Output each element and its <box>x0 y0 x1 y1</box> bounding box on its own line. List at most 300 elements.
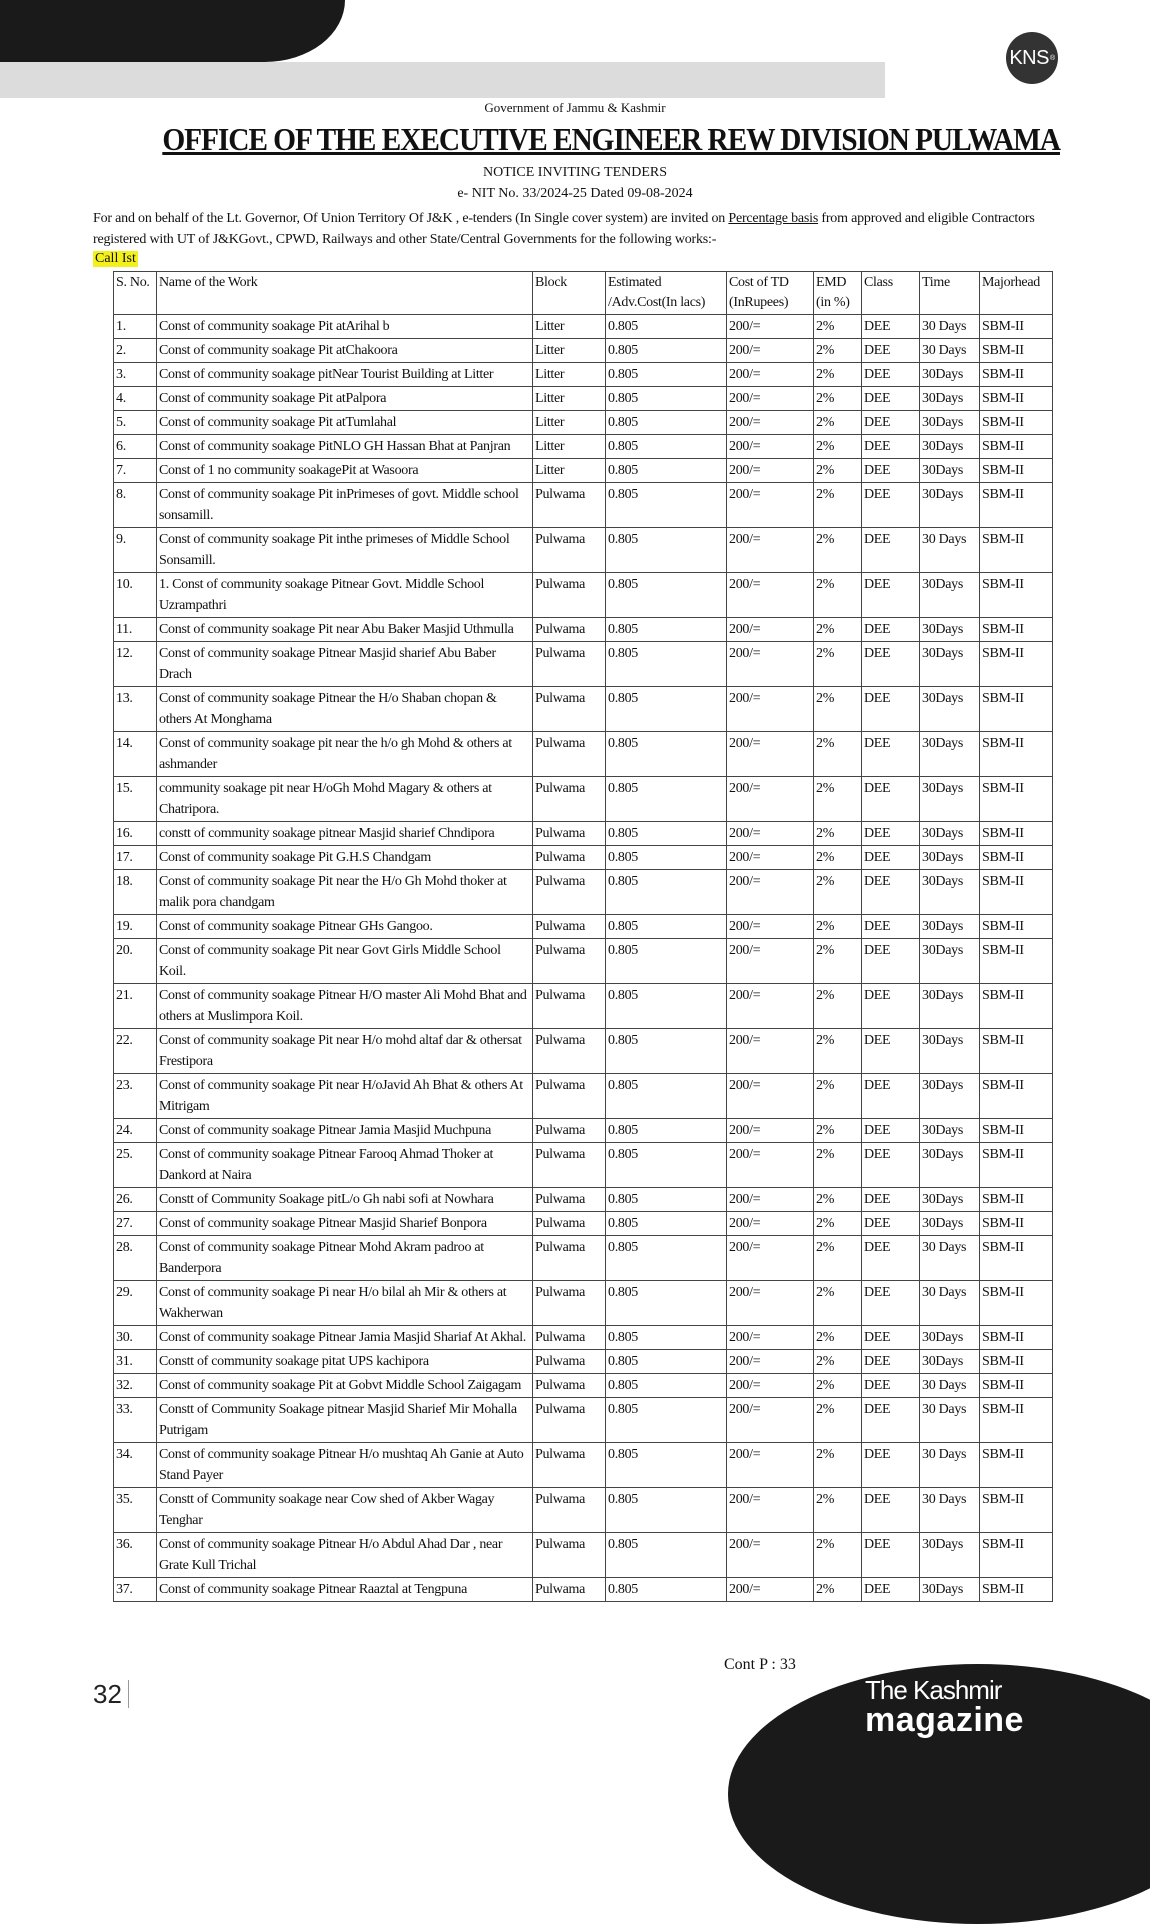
row-estimated-cost: 0.805 <box>606 339 727 363</box>
row-class: DEE <box>862 1236 920 1281</box>
row-majorhead: SBM-II <box>980 1398 1053 1443</box>
row-estimated-cost: 0.805 <box>606 1398 727 1443</box>
row-estimated-cost: 0.805 <box>606 1188 727 1212</box>
row-class: DEE <box>862 1398 920 1443</box>
row-sno: 28. <box>114 1236 157 1281</box>
row-cost-of-td: 200/= <box>727 642 814 687</box>
row-time: 30Days <box>920 363 980 387</box>
row-time: 30Days <box>920 387 980 411</box>
row-name: Constt of Community Soakage pitL/o Gh nabi sofi at Nowhara <box>157 1188 533 1212</box>
percentage-basis: Percentage basis <box>728 211 819 226</box>
row-majorhead: SBM-II <box>980 1443 1053 1488</box>
brand-top: The Kashmir <box>865 1675 1002 1705</box>
row-sno: 26. <box>114 1188 157 1212</box>
row-name: Const of community soakage Pi near H/o bilal ah Mir & others at Wakherwan <box>157 1281 533 1326</box>
row-emd: 2% <box>814 483 862 528</box>
row-name: Const of community soakage PitNLO GH Hassan Bhat at Panjran <box>157 435 533 459</box>
row-emd: 2% <box>814 777 862 822</box>
row-emd: 2% <box>814 1281 862 1326</box>
row-time: 30 Days <box>920 1236 980 1281</box>
header-emd: EMD (in %) <box>814 272 862 315</box>
row-cost-of-td: 200/= <box>727 483 814 528</box>
row-sno: 29. <box>114 1281 157 1326</box>
row-name: Const of community soakage Pit atPalpora <box>157 387 533 411</box>
row-emd: 2% <box>814 1533 862 1578</box>
row-class: DEE <box>862 1281 920 1326</box>
row-majorhead: SBM-II <box>980 1143 1053 1188</box>
row-emd: 2% <box>814 1119 862 1143</box>
header-block: Block <box>533 272 606 315</box>
row-emd: 2% <box>814 822 862 846</box>
row-sno: 19. <box>114 915 157 939</box>
row-class: DEE <box>862 618 920 642</box>
row-block: Pulwama <box>533 1143 606 1188</box>
row-cost-of-td: 200/= <box>727 459 814 483</box>
row-class: DEE <box>862 339 920 363</box>
row-name: Const of community soakage Pitnear Mohd Akram padroo at Banderpora <box>157 1236 533 1281</box>
row-block: Pulwama <box>533 1533 606 1578</box>
row-estimated-cost: 0.805 <box>606 459 727 483</box>
row-emd: 2% <box>814 411 862 435</box>
row-emd: 2% <box>814 1488 862 1533</box>
row-class: DEE <box>862 1374 920 1398</box>
row-block: Litter <box>533 411 606 435</box>
row-block: Pulwama <box>533 642 606 687</box>
row-sno: 7. <box>114 459 157 483</box>
row-sno: 12. <box>114 642 157 687</box>
row-time: 30Days <box>920 846 980 870</box>
header-name: Name of the Work <box>157 272 533 315</box>
row-estimated-cost: 0.805 <box>606 435 727 459</box>
row-emd: 2% <box>814 1443 862 1488</box>
row-time: 30 Days <box>920 1374 980 1398</box>
row-class: DEE <box>862 528 920 573</box>
row-emd: 2% <box>814 1578 862 1602</box>
table-row <box>114 528 1053 573</box>
row-name: constt of community soakage pitnear Masjid sharief Chndipora <box>157 822 533 846</box>
row-emd: 2% <box>814 642 862 687</box>
row-estimated-cost: 0.805 <box>606 1443 727 1488</box>
row-time: 30Days <box>920 483 980 528</box>
table-row <box>114 1029 1053 1074</box>
row-emd: 2% <box>814 1350 862 1374</box>
row-class: DEE <box>862 483 920 528</box>
header-class: Class <box>862 272 920 315</box>
row-time: 30Days <box>920 732 980 777</box>
row-class: DEE <box>862 1443 920 1488</box>
works-table <box>113 271 1053 1602</box>
row-block: Pulwama <box>533 1074 606 1119</box>
table-row <box>114 915 1053 939</box>
row-sno: 36. <box>114 1533 157 1578</box>
table-row <box>114 984 1053 1029</box>
row-estimated-cost: 0.805 <box>606 732 727 777</box>
row-name: community soakage pit near H/oGh Mohd Magary & others at Chatripora. <box>157 777 533 822</box>
table-row <box>114 1488 1053 1533</box>
office-title: OFFICE OF THE EXECUTIVE ENGINEER REW DIVISION PULWAMA <box>162 121 1060 157</box>
row-cost-of-td: 200/= <box>727 363 814 387</box>
header-grey-bar <box>0 62 885 98</box>
row-sno: 14. <box>114 732 157 777</box>
table-row <box>114 1143 1053 1188</box>
row-majorhead: SBM-II <box>980 339 1053 363</box>
table-row <box>114 642 1053 687</box>
row-sno: 37. <box>114 1578 157 1602</box>
government-line: Government of Jammu & Kashmir <box>484 100 666 115</box>
row-cost-of-td: 200/= <box>727 315 814 339</box>
row-name: Const of community soakage Pitnear Jamia Masjid Shariaf At Akhal. <box>157 1326 533 1350</box>
row-sno: 10. <box>114 573 157 618</box>
row-majorhead: SBM-II <box>980 1119 1053 1143</box>
row-class: DEE <box>862 642 920 687</box>
row-estimated-cost: 0.805 <box>606 846 727 870</box>
row-time: 30 Days <box>920 528 980 573</box>
row-cost-of-td: 200/= <box>727 528 814 573</box>
table-row <box>114 315 1053 339</box>
row-majorhead: SBM-II <box>980 822 1053 846</box>
row-estimated-cost: 0.805 <box>606 1029 727 1074</box>
row-time: 30Days <box>920 777 980 822</box>
row-emd: 2% <box>814 984 862 1029</box>
row-emd: 2% <box>814 687 862 732</box>
row-class: DEE <box>862 1578 920 1602</box>
row-name: Const of community soakage Pit near Abu Baker Masjid Uthmulla <box>157 618 533 642</box>
row-estimated-cost: 0.805 <box>606 642 727 687</box>
row-sno: 11. <box>114 618 157 642</box>
row-emd: 2% <box>814 459 862 483</box>
row-estimated-cost: 0.805 <box>606 1350 727 1374</box>
row-block: Litter <box>533 339 606 363</box>
row-cost-of-td: 200/= <box>727 1143 814 1188</box>
row-emd: 2% <box>814 618 862 642</box>
row-sno: 16. <box>114 822 157 846</box>
row-time: 30Days <box>920 939 980 984</box>
row-block: Pulwama <box>533 984 606 1029</box>
row-majorhead: SBM-II <box>980 363 1053 387</box>
row-majorhead: SBM-II <box>980 939 1053 984</box>
row-class: DEE <box>862 1119 920 1143</box>
row-majorhead: SBM-II <box>980 915 1053 939</box>
row-cost-of-td: 200/= <box>727 984 814 1029</box>
intro-paragraph: For and on behalf of the Lt. Governor, Of Union Territory Of J&K , e-tenders (In Single cover system) are invited on Percentage basis from approved and eligible Contractors registered with UT of J&KGovt., CPWD, Railways and other State/Central Governments for the following works:- <box>93 211 1035 247</box>
row-emd: 2% <box>814 339 862 363</box>
row-name: Const of community soakage Pit atChakoora <box>157 339 533 363</box>
row-majorhead: SBM-II <box>980 1212 1053 1236</box>
row-block: Litter <box>533 435 606 459</box>
row-majorhead: SBM-II <box>980 411 1053 435</box>
row-cost-of-td: 200/= <box>727 411 814 435</box>
row-cost-of-td: 200/= <box>727 939 814 984</box>
row-time: 30Days <box>920 687 980 732</box>
table-row <box>114 1281 1053 1326</box>
row-block: Litter <box>533 387 606 411</box>
row-emd: 2% <box>814 1029 862 1074</box>
row-block: Pulwama <box>533 1350 606 1374</box>
row-class: DEE <box>862 459 920 483</box>
row-majorhead: SBM-II <box>980 687 1053 732</box>
row-block: Pulwama <box>533 732 606 777</box>
row-estimated-cost: 0.805 <box>606 687 727 732</box>
table-row <box>114 870 1053 915</box>
row-class: DEE <box>862 1326 920 1350</box>
table-row <box>114 1212 1053 1236</box>
table-row <box>114 1119 1053 1143</box>
row-name: Constt of Community Soakage pitnear Masjid Sharief Mir Mohalla Putrigam <box>157 1398 533 1443</box>
row-sno: 27. <box>114 1212 157 1236</box>
row-estimated-cost: 0.805 <box>606 1281 727 1326</box>
header-cost-of-td: Cost of TD (InRupees) <box>727 272 814 315</box>
row-cost-of-td: 200/= <box>727 1236 814 1281</box>
row-estimated-cost: 0.805 <box>606 411 727 435</box>
row-majorhead: SBM-II <box>980 732 1053 777</box>
row-block: Pulwama <box>533 1029 606 1074</box>
row-time: 30Days <box>920 642 980 687</box>
row-emd: 2% <box>814 870 862 915</box>
row-cost-of-td: 200/= <box>727 1578 814 1602</box>
row-majorhead: SBM-II <box>980 1326 1053 1350</box>
row-name: Const of community soakage Pit inPrimeses of govt. Middle school sonsamill. <box>157 483 533 528</box>
row-emd: 2% <box>814 1326 862 1350</box>
corner-decoration <box>0 0 345 62</box>
row-estimated-cost: 0.805 <box>606 1119 727 1143</box>
row-time: 30Days <box>920 1326 980 1350</box>
row-time: 30Days <box>920 870 980 915</box>
row-name: Const of community soakage Pitnear GHs Gangoo. <box>157 915 533 939</box>
row-estimated-cost: 0.805 <box>606 573 727 618</box>
row-name: Const of community soakage Pitnear Farooq Ahmad Thoker at Dankord at Naira <box>157 1143 533 1188</box>
row-class: DEE <box>862 315 920 339</box>
row-name: Const of community soakage Pit near H/oJavid Ah Bhat & others At Mitrigam <box>157 1074 533 1119</box>
row-time: 30Days <box>920 1074 980 1119</box>
row-class: DEE <box>862 984 920 1029</box>
row-cost-of-td: 200/= <box>727 732 814 777</box>
row-time: 30Days <box>920 1188 980 1212</box>
row-class: DEE <box>862 732 920 777</box>
row-sno: 31. <box>114 1350 157 1374</box>
table-row <box>114 1236 1053 1281</box>
row-block: Pulwama <box>533 1326 606 1350</box>
row-block: Pulwama <box>533 939 606 984</box>
row-class: DEE <box>862 915 920 939</box>
row-cost-of-td: 200/= <box>727 1281 814 1326</box>
table-row <box>114 1374 1053 1398</box>
row-class: DEE <box>862 363 920 387</box>
row-time: 30Days <box>920 1533 980 1578</box>
table-header-row <box>114 272 1053 315</box>
row-emd: 2% <box>814 1398 862 1443</box>
table-row <box>114 939 1053 984</box>
table-row <box>114 1188 1053 1212</box>
row-name: Const of community soakage Pitnear H/o Abdul Ahad Dar , near Grate Kull Trichal <box>157 1533 533 1578</box>
row-class: DEE <box>862 573 920 618</box>
row-time: 30Days <box>920 459 980 483</box>
row-majorhead: SBM-II <box>980 1029 1053 1074</box>
row-estimated-cost: 0.805 <box>606 1488 727 1533</box>
row-time: 30Days <box>920 915 980 939</box>
row-name: Const of community soakage Pit near the H/o Gh Mohd thoker at malik pora chandgam <box>157 870 533 915</box>
row-time: 30Days <box>920 1578 980 1602</box>
notice-heading: NOTICE INVITING TENDERS <box>482 165 668 180</box>
row-sno: 18. <box>114 870 157 915</box>
row-block: Pulwama <box>533 870 606 915</box>
header-majorhead: Majorhead <box>980 272 1053 315</box>
row-time: 30Days <box>920 573 980 618</box>
table-row <box>114 411 1053 435</box>
row-sno: 8. <box>114 483 157 528</box>
row-estimated-cost: 0.805 <box>606 1074 727 1119</box>
row-emd: 2% <box>814 1188 862 1212</box>
row-cost-of-td: 200/= <box>727 1374 814 1398</box>
row-time: 30Days <box>920 435 980 459</box>
row-class: DEE <box>862 1188 920 1212</box>
row-block: Pulwama <box>533 1236 606 1281</box>
row-block: Pulwama <box>533 618 606 642</box>
header-time: Time <box>920 272 980 315</box>
row-estimated-cost: 0.805 <box>606 1578 727 1602</box>
row-class: DEE <box>862 870 920 915</box>
row-majorhead: SBM-II <box>980 777 1053 822</box>
row-name: Const of community soakage Pitnear Raaztal at Tengpuna <box>157 1578 533 1602</box>
row-name: Const of 1 no community soakagePit at Wasoora <box>157 459 533 483</box>
row-cost-of-td: 200/= <box>727 435 814 459</box>
row-majorhead: SBM-II <box>980 984 1053 1029</box>
row-name: Constt of community soakage pitat UPS kachipora <box>157 1350 533 1374</box>
row-cost-of-td: 200/= <box>727 1533 814 1578</box>
row-cost-of-td: 200/= <box>727 1350 814 1374</box>
row-block: Pulwama <box>533 1488 606 1533</box>
row-cost-of-td: 200/= <box>727 387 814 411</box>
row-cost-of-td: 200/= <box>727 618 814 642</box>
row-class: DEE <box>862 1488 920 1533</box>
row-class: DEE <box>862 687 920 732</box>
row-block: Pulwama <box>533 687 606 732</box>
row-sno: 4. <box>114 387 157 411</box>
row-cost-of-td: 200/= <box>727 1326 814 1350</box>
row-name: Const of community soakage Pit near Govt Girls Middle School Koil. <box>157 939 533 984</box>
nit-number: e- NIT No. 33/2024-25 Dated 09-08-2024 <box>457 186 693 201</box>
row-majorhead: SBM-II <box>980 387 1053 411</box>
row-name: Const of community soakage Pit near H/o mohd altaf dar & othersat Frestipora <box>157 1029 533 1074</box>
row-name: Const of community soakage Pit atArihal b <box>157 315 533 339</box>
row-class: DEE <box>862 1533 920 1578</box>
row-sno: 13. <box>114 687 157 732</box>
row-emd: 2% <box>814 1212 862 1236</box>
row-sno: 17. <box>114 846 157 870</box>
row-time: 30 Days <box>920 1488 980 1533</box>
row-class: DEE <box>862 939 920 984</box>
row-emd: 2% <box>814 846 862 870</box>
row-time: 30Days <box>920 1119 980 1143</box>
row-emd: 2% <box>814 939 862 984</box>
row-majorhead: SBM-II <box>980 870 1053 915</box>
row-cost-of-td: 200/= <box>727 777 814 822</box>
row-block: Pulwama <box>533 1443 606 1488</box>
row-emd: 2% <box>814 528 862 573</box>
row-class: DEE <box>862 777 920 822</box>
table-row <box>114 732 1053 777</box>
row-emd: 2% <box>814 1374 862 1398</box>
table-row <box>114 387 1053 411</box>
row-time: 30Days <box>920 1212 980 1236</box>
row-name: Const of community soakage Pitnear Jamia Masjid Muchpuna <box>157 1119 533 1143</box>
row-sno: 24. <box>114 1119 157 1143</box>
row-time: 30Days <box>920 1143 980 1188</box>
row-majorhead: SBM-II <box>980 459 1053 483</box>
row-name: Constt of Community soakage near Cow shed of Akber Wagay Tenghar <box>157 1488 533 1533</box>
row-block: Litter <box>533 363 606 387</box>
row-name: Const of community soakage Pitnear H/O master Ali Mohd Bhat and others at Muslimpora Koil. <box>157 984 533 1029</box>
row-block: Pulwama <box>533 573 606 618</box>
table-row <box>114 363 1053 387</box>
row-name: Const of community soakage Pitnear H/o mushtaq Ah Ganie at Auto Stand Payer <box>157 1443 533 1488</box>
row-estimated-cost: 0.805 <box>606 1326 727 1350</box>
table-row <box>114 1074 1053 1119</box>
row-block: Pulwama <box>533 1374 606 1398</box>
table-row <box>114 846 1053 870</box>
row-block: Pulwama <box>533 483 606 528</box>
table-row <box>114 459 1053 483</box>
row-majorhead: SBM-II <box>980 1074 1053 1119</box>
row-majorhead: SBM-II <box>980 315 1053 339</box>
row-name: 1. Const of community soakage Pitnear Govt. Middle School Uzrampathri <box>157 573 533 618</box>
row-sno: 25. <box>114 1143 157 1188</box>
row-cost-of-td: 200/= <box>727 846 814 870</box>
row-class: DEE <box>862 411 920 435</box>
row-sno: 22. <box>114 1029 157 1074</box>
row-class: DEE <box>862 435 920 459</box>
table-row <box>114 573 1053 618</box>
page-number-separator <box>128 1680 129 1708</box>
table-row <box>114 1533 1053 1578</box>
row-name: Const of community soakage pit near the h/o gh Mohd & others at ashmander <box>157 732 533 777</box>
row-majorhead: SBM-II <box>980 618 1053 642</box>
row-class: DEE <box>862 846 920 870</box>
row-estimated-cost: 0.805 <box>606 315 727 339</box>
row-name: Const of community soakage Pit inthe primeses of Middle School Sonsamill. <box>157 528 533 573</box>
row-cost-of-td: 200/= <box>727 1074 814 1119</box>
row-emd: 2% <box>814 363 862 387</box>
table-row <box>114 822 1053 846</box>
row-cost-of-td: 200/= <box>727 1398 814 1443</box>
row-emd: 2% <box>814 435 862 459</box>
header-estimated-cost: Estimated /Adv.Cost(In lacs) <box>606 272 727 315</box>
row-estimated-cost: 0.805 <box>606 483 727 528</box>
row-estimated-cost: 0.805 <box>606 915 727 939</box>
row-sno: 1. <box>114 315 157 339</box>
row-cost-of-td: 200/= <box>727 870 814 915</box>
row-cost-of-td: 200/= <box>727 915 814 939</box>
row-class: DEE <box>862 1143 920 1188</box>
brand-bottom: magazine <box>865 1701 1024 1739</box>
row-block: Pulwama <box>533 846 606 870</box>
table-row <box>114 687 1053 732</box>
row-name: Const of community soakage Pit atTumlahal <box>157 411 533 435</box>
magazine-logo <box>865 1675 1024 1739</box>
row-estimated-cost: 0.805 <box>606 822 727 846</box>
row-emd: 2% <box>814 915 862 939</box>
row-estimated-cost: 0.805 <box>606 984 727 1029</box>
row-sno: 35. <box>114 1488 157 1533</box>
row-emd: 2% <box>814 1236 862 1281</box>
row-majorhead: SBM-II <box>980 1236 1053 1281</box>
table-row <box>114 1326 1053 1350</box>
row-cost-of-td: 200/= <box>727 1212 814 1236</box>
row-majorhead: SBM-II <box>980 642 1053 687</box>
row-majorhead: SBM-II <box>980 528 1053 573</box>
row-majorhead: SBM-II <box>980 1188 1053 1212</box>
row-estimated-cost: 0.805 <box>606 1143 727 1188</box>
row-block: Pulwama <box>533 1212 606 1236</box>
